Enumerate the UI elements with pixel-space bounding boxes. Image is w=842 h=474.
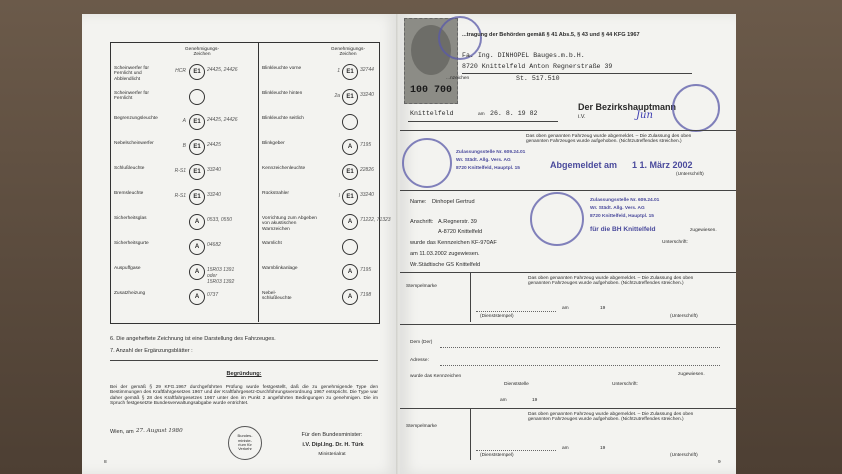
place-date-value: 27. August 1980 [136,428,183,434]
void-text-3: Das oben genannten Fahrzeug wurde abgemeldet. – Die Zulassung des oben genannten Fahrzeuges wurde aufgehoben. (Nichtzutreffendes streichen.) [528,412,694,423]
stempelmarke-2: Stempelmarke [406,424,437,429]
round-stamp-zul-2 [530,192,584,246]
note-7: 7. Anzahl der Ergänzungsblätter : [110,348,193,354]
plate-label: ...nzeichen [446,76,470,81]
approval-number: 33240 [207,167,221,173]
stempelmarke-box-2 [400,408,471,460]
approval-number: 24425 [207,142,221,148]
approval-number: 7195 [360,142,372,148]
approval-mark-icon: E1 [189,164,205,180]
approval-mark-icon: A [342,289,358,305]
note-6: 6. Die angeheftete Zeichnung ist eine Darstellung des Fahrzeuges. [110,336,276,342]
row-prefix: R-S1 [174,193,186,199]
zugewiesen-2: zugewiesen. [678,372,705,377]
am-1: am [562,306,569,311]
row-label: Zusatzheizung [114,291,146,296]
approval-number: 33240 [360,192,374,198]
authority-lv: i.V. [578,114,586,120]
plate-value: St. 517.510 [516,75,560,82]
am-2: am [500,398,507,403]
approval-mark-icon: E1 [189,64,205,80]
row-label: Sicherheitsglas [114,216,147,221]
page-number-right: 9 [718,460,721,465]
approval-mark-icon: A [189,214,205,230]
zul-stamp-1a: Zulassungsstelle Nr. 609.24.01 [456,150,526,155]
dienststempel-1: (Dienststempel) [480,314,514,319]
dienststempel-line-1 [476,311,556,312]
section-divider-1 [400,130,736,131]
approval-mark-icon: A [189,289,205,305]
ministry-seal [228,426,262,460]
city-underline [408,121,558,122]
row-label: Blinkgeber [262,141,285,146]
adresse-line [440,365,720,366]
row-label: Sicherheitsgurte [114,241,149,246]
address-line1: A.Regnerstr. 39 [438,219,477,225]
approval-mark-icon: E1 [189,139,205,155]
table-divider [258,42,259,322]
jahr-3: 19 [600,446,606,451]
row-prefix: R-S1 [174,168,186,174]
dem-der: Dem (Der) [410,340,433,345]
approval-mark-icon [342,239,358,255]
section-divider-2 [400,190,736,191]
zul-stamp-1b: Wr. Städt. Allg. Vers. AG [456,158,511,163]
left-page [82,14,398,474]
authority-signature: Jun [636,110,653,121]
row-label: Blinkleuchte seitlich [262,116,304,121]
zul-stamp-2c: 8720 Knittelfeld, Hauptpl. 15 [590,214,654,219]
approval-mark-icon: E1 [342,64,358,80]
approval-mark-icon: A [189,264,205,280]
date-label: am [478,112,485,117]
row-label: Kennzeichenleuchte [262,166,306,171]
row-prefix: A [182,118,186,124]
zul-stamp-2b: Wr. Städt. Allg. Vers. AG [590,206,645,211]
approval-number: 0737 [207,292,219,298]
approval-mark-icon: E1 [189,114,205,130]
row-label: Blinkleuchte hinten [262,91,303,96]
seal-text: Bundes- ministe- rium für Verkehr [237,433,253,452]
unterschrift-5: (Unterschrift) [670,453,698,458]
approval-number: 33240 [207,192,221,198]
right-heading: ...tragung der Behörden gemäß § 41 Abs.5, § 43 und § 44 KFG 1967 [462,32,640,38]
approval-mark-icon: A [342,264,358,280]
approval-number: 24425, 24426 [207,117,238,123]
stempelmarke-1: Stempelmarke [406,284,437,289]
row-label: Bremsleuchte [114,191,144,196]
dienststempel-line-2 [476,450,556,451]
am-3: am [562,446,569,451]
row-label: Begrenzungsleuchte [114,116,158,121]
approval-mark-icon: A [189,239,205,255]
minister-for: Für den Bundesminister: [301,432,363,438]
equipment-table [110,42,380,324]
page-number-left: 8 [104,460,107,465]
row-label: Blinkleuchte vorne [262,66,302,71]
approval-mark-icon: A [342,214,358,230]
header-right: Genehmigungs- Zeichen [330,47,366,58]
approval-mark-icon: A [342,139,358,155]
approval-number: 22826 [360,167,374,173]
date-value: 26. 8. 19 82 [490,110,538,117]
approval-number: 15R03 1391 oder 15R03 1392 [207,267,235,285]
row-prefix: B [182,143,186,149]
unterschrift-4: Unterschrift: [612,382,638,387]
kz-line: wurde das Kennzeichen KF-970AF [410,240,497,246]
unterschrift-1: (Unterschrift) [676,172,704,177]
owner-line1: Fa. Ing. DINHOPEL Bauges.m.b.H. [462,52,585,59]
row-prefix: I [338,193,340,199]
city-value: Knittelfeld [410,110,454,117]
begruendung-text: Bei der gemäß § 29 KFG.1967 durchgeführten Prüfung wurde festgestellt, daß die zu genehmigende Type den Bestimmungen des Kraftfahrgesetzes 1967 und der Kraftfahrgesetz-Durchführungsverordnung 1967 entspricht. Die Type war daher gemäß § 28 des Kraftfahrgesetzes 1967 unter den im Punkt 2 angeführten Bedingungen zu genehmigen. Die im Spruch festgesetzte Bundesverwaltungsabgabe wurde entrichtet. [110,385,378,406]
unterschrift-2: Unterschrift: [662,240,688,245]
round-stamp-zul-1 [402,138,452,188]
approval-number: 04682 [207,242,221,248]
approval-number: 32744 [360,67,374,73]
approval-number: 71222, 71323 [360,217,391,223]
approval-mark-icon: E1 [189,189,205,205]
approval-number: 7198 [360,292,372,298]
row-label: Vorrichtung zum Abgeben von akustischen Warnzeichen [262,216,317,232]
row-prefix: HCR [175,68,186,74]
approval-mark-icon: E1 [342,89,358,105]
approval-number: 0533, 0550 [207,217,233,223]
begruendung-title: Begründung: [226,371,262,377]
unterschrift-3: (Unterschrift) [670,314,698,319]
jahr-1: 19 [600,306,606,311]
abgemeldet-stamp: Abgemeldet am [550,160,618,170]
section-divider-4 [400,324,736,325]
authority: Der Bezirkshauptmann [578,102,677,112]
approval-mark-icon: E1 [342,189,358,205]
row-label: Rückstrahler [262,191,289,196]
dienststempel-2: (Dienststempel) [480,453,514,458]
approval-mark-icon: E1 [342,164,358,180]
zugewiesen-1: zugewiesen. [690,228,717,233]
row-label: Warnlicht [262,241,282,246]
stempelmarke-box-1 [400,272,471,322]
row-prefix: 2a [334,93,340,99]
zul-stamp-1c: 8720 Knittelfeld, Hauptpl. 15 [456,166,520,171]
row-prefix: 1 [337,68,340,74]
row-label: Schlußleuchte [114,166,145,171]
header-left: Genehmigungs- Zeichen [184,47,220,58]
place-date-label: Wien, am [110,429,134,435]
row-label: Nebelscheinwerfer [114,141,154,146]
row-label: Auspuffgase [114,266,141,271]
row-label: Warnblinkanlage [262,266,298,271]
approval-mark-icon [342,114,358,130]
address-label: Anschrift: [410,219,434,225]
kz-date: am 11.03.2002 zugewiesen. [410,251,480,257]
void-text-1: Das oben genannten Fahrzeug wurde abgemeldet. – Die Zulassung des oben genannten Fahrzeuges wurde aufgehoben. (Nichtzutreffendes streichen.) [526,134,692,145]
name-label: Name: [410,199,427,205]
owner-underline [462,73,692,74]
void-text-2: Das oben genannten Fahrzeug wurde abgemeldet. – Die Zulassung des oben genannten Fahrzeuges wurde aufgehoben. (Nichtzutreffendes streichen.) [528,276,694,287]
approval-number: 24425, 24426 [207,67,238,73]
fuer-bh: für die BH Knittelfeld [590,226,656,233]
owner-line2: 8720 Knittelfeld Anton Regnerstraße 39 [462,63,613,70]
adresse: Adresse: [410,358,429,363]
abgemeldet-date: 1 1. März 2002 [632,160,693,170]
jahr-2: 19 [532,398,538,403]
minister-title: Ministerialrat [318,452,346,457]
wurde-kz: wurde das Kennzeichen [410,374,462,379]
divider-line [110,360,378,361]
dem-der-line [440,347,720,348]
address-line2: A-8720 Knittelfeld [438,229,483,235]
row-label: Scheinwerfer für Fernlicht und Abblendlicht [114,66,149,82]
row-label: Nebel- schlußleuchte [262,291,292,302]
approval-mark-icon [189,89,205,105]
dienststelle: Dienststelle [504,382,529,387]
name-value: Dinhopel Gertrud [432,199,475,205]
zul-stamp-2a: Zulassungsstelle Nr. 609.24.01 [590,198,660,203]
stamp-value: 100 700 [409,85,452,96]
approval-number: 33240 [360,92,374,98]
round-stamp-authority [672,84,720,132]
kz-place: Wr.Städtische GS Knittelfeld [410,262,481,268]
minister-name: i.V. Dipl.Ing. Dr. H. Türk [302,442,364,448]
row-label: Scheinwerfer für Fernlicht [114,91,149,102]
right-page [400,14,736,474]
approval-number: 7195 [360,267,372,273]
